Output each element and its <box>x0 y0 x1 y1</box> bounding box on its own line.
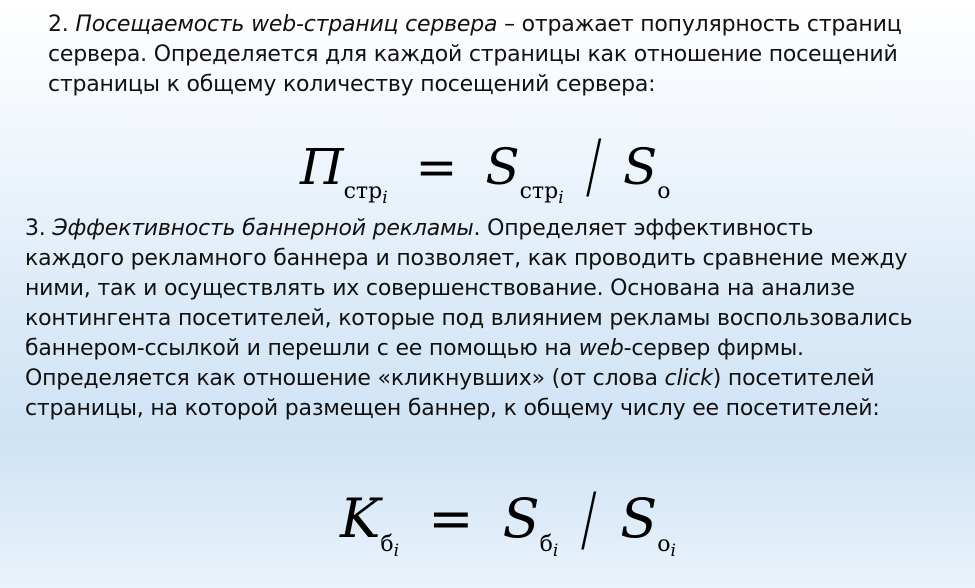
formula-subscript <box>657 532 676 561</box>
subscript-text: б <box>539 532 553 557</box>
formula-subscript <box>380 532 400 561</box>
text-run: Определяется как отношение «кликнувших» (от слова <box>25 366 665 391</box>
paragraph-line: страницы к общему количеству посещений сервера: <box>48 72 656 97</box>
paragraph-banner-efficiency <box>25 214 912 424</box>
formula-symbol: S <box>485 138 520 196</box>
text-run: ) посетителей <box>712 366 875 391</box>
formula-subscript <box>343 179 388 208</box>
equals-sign: = <box>428 487 474 550</box>
subscript-index: i <box>393 541 400 561</box>
paragraph-line <box>25 364 912 394</box>
paragraph-line <box>48 10 901 40</box>
equals-sign: = <box>415 138 458 196</box>
subscript-index: i <box>382 188 388 208</box>
subscript-text: о <box>657 532 671 557</box>
term-emphasis: web <box>578 336 624 361</box>
paragraph-line: страницы, на которой размещен баннер, к общему числу ее посетителей: <box>25 396 880 421</box>
division-slash: / <box>581 478 598 560</box>
paragraph-visit-rate <box>48 10 901 100</box>
paragraph-line <box>25 334 912 364</box>
text-run: . Определяет эффективность <box>473 216 814 241</box>
term-emphasis: Посещаемость web-страниц сервера <box>75 12 498 37</box>
paragraph-line: контингента посетителей, которые под влиянием рекламы воспользовались <box>25 306 913 331</box>
paragraph-line: сервера. Определяется для каждой страницы как отношение посещений <box>48 42 898 67</box>
paragraph-line: каждого рекламного баннера и позволяет, как проводить сравнение между <box>25 246 908 271</box>
item-number: 2. <box>48 12 76 37</box>
formula-subscript <box>519 179 564 208</box>
item-number: 3. <box>25 216 53 241</box>
formula-banner-efficiency <box>340 478 676 584</box>
subscript-text: стр <box>343 179 383 204</box>
subscript-index: i <box>558 188 564 208</box>
formula-symbol: S <box>623 138 658 196</box>
formula-symbol: S <box>620 487 658 550</box>
paragraph-line: ними, так и осуществлять их совершенствование. Основана на анализе <box>25 276 855 301</box>
term-emphasis: click <box>664 366 713 391</box>
paragraph-line <box>25 214 912 244</box>
formula-symbol: S <box>502 487 540 550</box>
subscript-index: i <box>552 541 559 561</box>
text-run: – отражает популярность страниц <box>497 12 902 37</box>
formula-subscript: о <box>657 179 671 204</box>
division-slash: / <box>585 125 602 207</box>
subscript-text: стр <box>519 179 559 204</box>
text-run: -сервер фирмы. <box>623 336 804 361</box>
text-run: баннером-ссылкой и перешли с ее помощью на <box>25 336 579 361</box>
formula-symbol: K <box>340 487 381 550</box>
subscript-index: i <box>670 541 676 561</box>
term-emphasis: Эффективность баннерной рекламы <box>52 216 474 241</box>
formula-subscript <box>539 532 559 561</box>
subscript-text: б <box>380 532 394 557</box>
formula-symbol: П <box>300 138 344 196</box>
